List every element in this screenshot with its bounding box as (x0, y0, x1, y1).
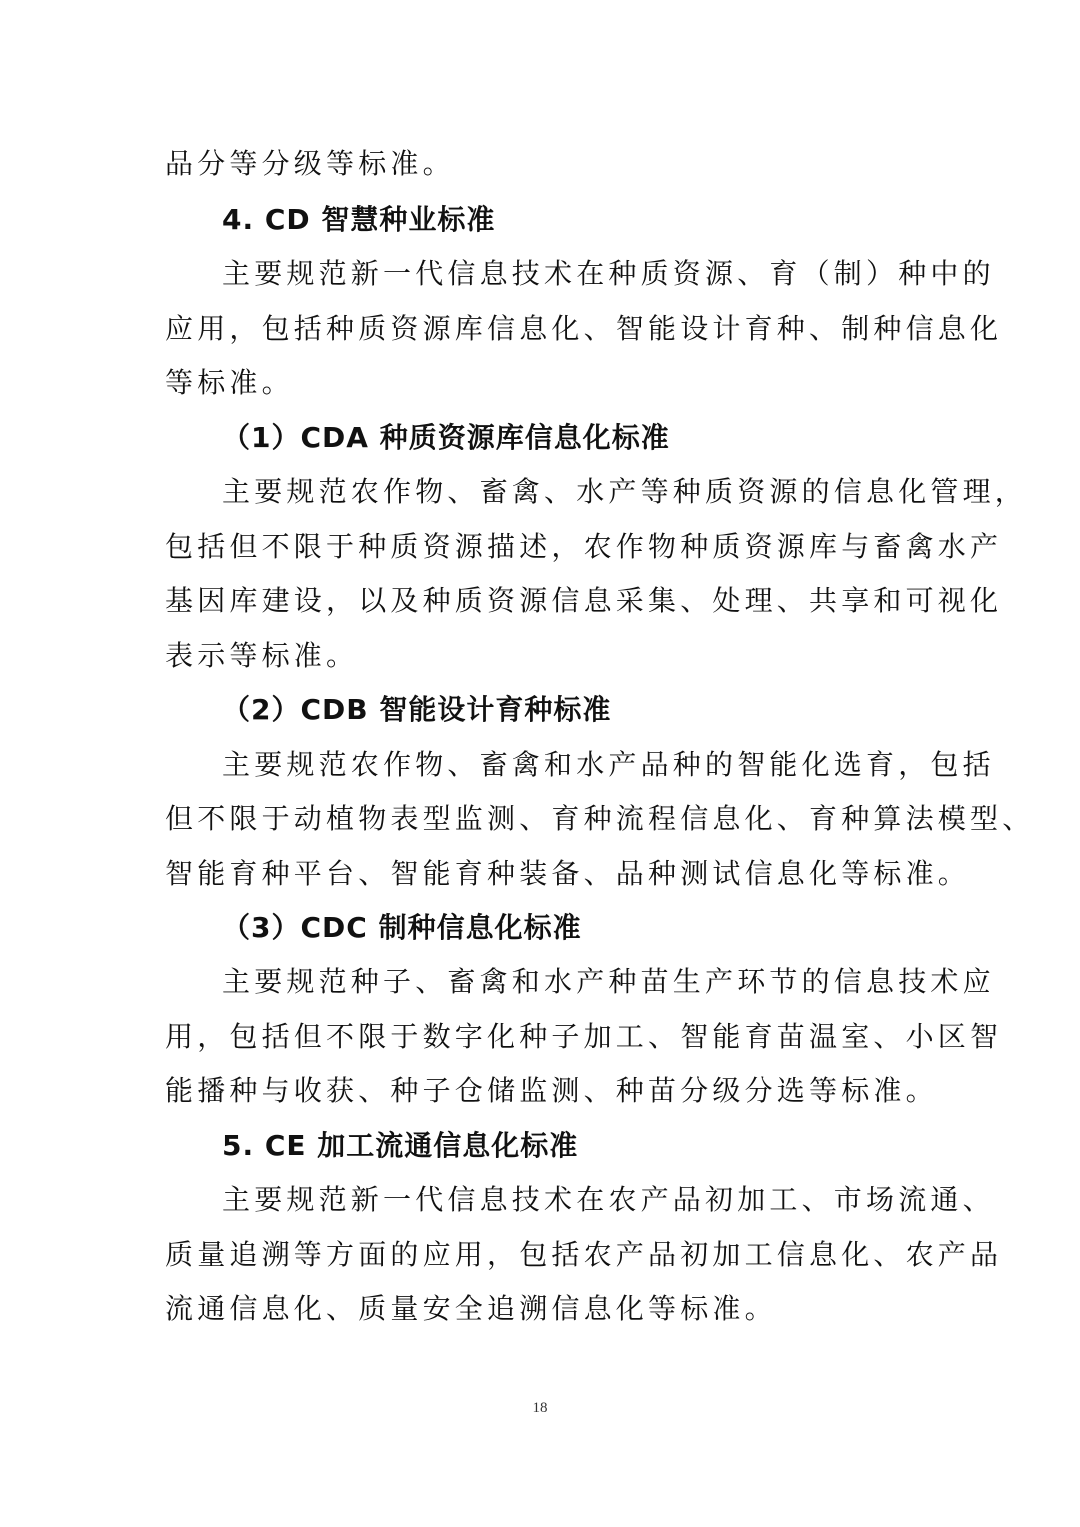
paragraph-line: 质量追溯等方面的应用，包括农产品初加工信息化、农产品 (165, 1238, 1003, 1271)
paragraph-line: 表示等标准。 (165, 639, 359, 672)
paragraph-line: 智能育种平台、智能育种装备、品种测试信息化等标准。 (165, 857, 971, 890)
page-number: 18 (532, 1400, 548, 1416)
paragraph-line: 主要规范农作物、畜禽、水产等种质资源的信息化管理， (222, 475, 1028, 508)
paragraph-line: 应用，包括种质资源库信息化、智能设计育种、制种信息化 (165, 312, 1003, 345)
subsection-heading: （3）CDC 制种信息化标准 (222, 911, 582, 944)
paragraph-line: 流通信息化、质量安全追溯信息化等标准。 (165, 1292, 777, 1325)
section-heading: 5. CE 加工流通信息化标准 (222, 1129, 579, 1162)
paragraph-line: 主要规范新一代信息技术在农产品初加工、市场流通、 (222, 1183, 995, 1216)
paragraph-line: 基因库建设，以及种质资源信息采集、处理、共享和可视化 (165, 584, 1003, 617)
subsection-heading: （2）CDB 智能设计育种标准 (222, 693, 612, 726)
paragraph-line: 品分等分级等标准。 (165, 147, 455, 180)
paragraph-line: 主要规范新一代信息技术在种质资源、育（制）种中的 (222, 257, 995, 290)
paragraph-line: 主要规范农作物、畜禽和水产品种的智能化选育，包括 (222, 748, 995, 781)
paragraph-line: 能播种与收获、种子仓储监测、种苗分级分选等标准。 (165, 1074, 938, 1107)
section-heading: 4. CD 智慧种业标准 (222, 203, 496, 236)
paragraph-line: 包括但不限于种质资源描述，农作物种质资源库与畜禽水产 (165, 530, 1003, 563)
paragraph-line: 但不限于动植物表型监测、育种流程信息化、育种算法模型、 (165, 802, 1035, 835)
subsection-heading: （1）CDA 种质资源库信息化标准 (222, 421, 670, 454)
paragraph-line: 主要规范种子、畜禽和水产种苗生产环节的信息技术应 (222, 965, 995, 998)
paragraph-line: 等标准。 (165, 366, 294, 399)
paragraph-line: 用，包括但不限于数字化种子加工、智能育苗温室、小区智 (165, 1020, 1003, 1053)
